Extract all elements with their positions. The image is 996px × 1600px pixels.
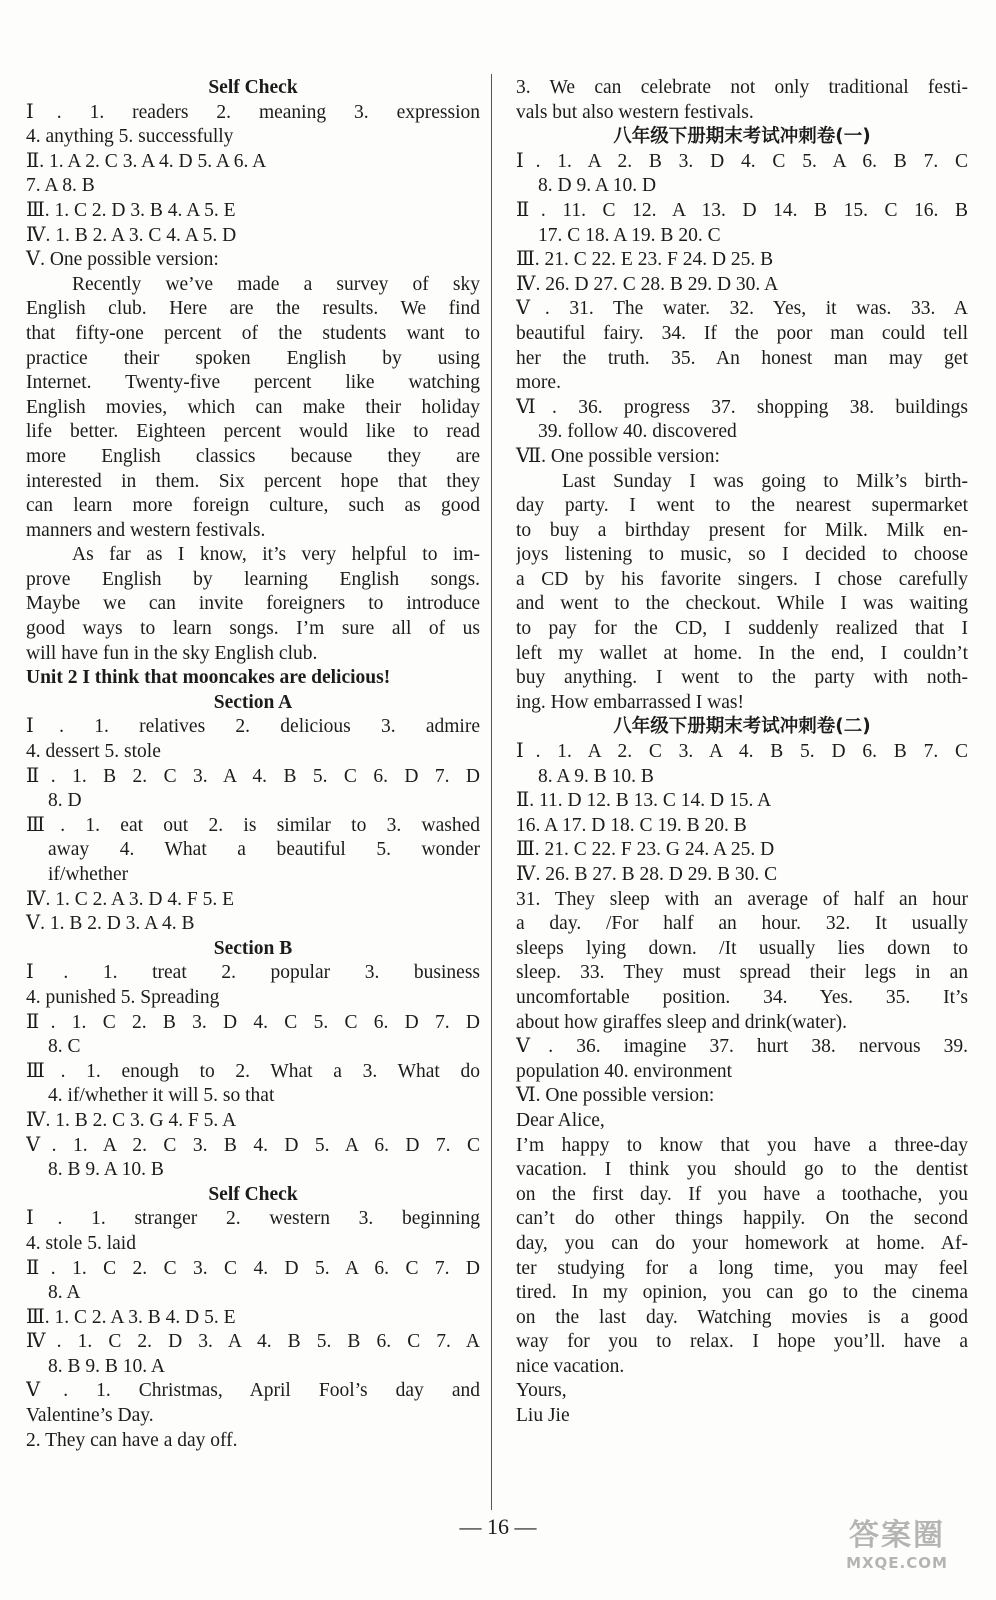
right-text-line: to pay for the CD, I suddenly realized that I [516,618,968,640]
left-text-line: Ⅴ. 1. A 2. C 3. B 4. D 5. A 6. D 7. C [26,1134,480,1156]
right-text-line: population 40. environment [516,1060,733,1082]
right-text-line: 31. They sleep with an average of half an hour [516,888,968,910]
right-text-line: 16. A 17. D 18. C 19. B 20. B [516,814,747,836]
left-text-line: 2. They can have a day off. [26,1429,238,1451]
left-text-line: Ⅳ. 1. B 2. A 3. C 4. A 5. D [26,224,237,246]
left-section-heading: Section B [213,937,293,959]
left-text-line: 4. stole 5. laid [26,1232,136,1254]
right-text-line: and went to the checkout. While I was waiting [516,593,968,615]
right-text-line: Ⅵ. 36. progress 37. shopping 38. buildings [516,396,968,418]
watermark-logo-text: 答案圈 [849,1518,945,1553]
right-text-line: on the last day. Watching movies is a good [516,1306,968,1328]
right-text-line: her the truth. 35. An honest man may get [516,347,968,369]
left-section-heading: Self Check [208,1183,298,1205]
right-text-line: uncomfortable position. 34. Yes. 35. It’s [516,986,968,1008]
left-text-line: can learn more foreign culture, such as good [26,495,480,517]
right-text-line: beautiful fairy. 34. If the poor man could tell [516,322,968,344]
column-divider [491,74,492,1510]
left-text-line: Ⅰ. 1. relatives 2. delicious 3. admire [26,716,480,738]
left-text-line: Maybe we can invite foreigners to introduce [26,593,480,615]
right-text-line: vacation. I think you should go to the dentist [516,1159,968,1181]
left-text-line: As far as I know, it’s very helpful to im- [72,544,480,566]
right-text-line: day party. I went to the nearest supermarket [516,495,968,517]
left-text-line: manners and western festivals. [26,519,266,541]
left-text-line: prove English by learning English songs. [26,568,480,590]
right-text-line: to buy a birthday present for Milk. Milk en- [516,519,968,541]
right-text-line: way for you to relax. I hope you’ll. have a [516,1331,968,1353]
left-text-line: Ⅱ. 1. B 2. C 3. A 4. B 5. C 6. D 7. D [26,765,480,787]
right-text-line: Yours, [516,1380,567,1402]
right-text-line: a CD by his favorite singers. I chose carefully [516,568,968,590]
left-column [26,76,480,1453]
left-text-line: English club. Here are the results. We find [26,298,480,320]
left-unit-title: Unit 2 I think that mooncakes are delicious! [26,667,391,689]
right-text-line: Ⅳ. 26. D 27. C 28. B 29. D 30. A [516,273,779,295]
left-text-line: that fifty-one percent of the students want to [26,322,480,344]
left-text-line: Ⅲ. 1. enough to 2. What a 3. What do [26,1060,480,1082]
right-text-line: Ⅴ. 36. imagine 37. hurt 38. nervous 39. [516,1036,968,1058]
left-text-line: English movies, which can make their holiday [26,396,480,418]
left-text-line: 4. if/whether it will 5. so that [48,1085,275,1107]
right-text-line: Ⅰ. 1. A 2. B 3. D 4. C 5. A 6. B 7. C [516,150,968,172]
left-text-line: Ⅰ. 1. readers 2. meaning 3. expression [26,101,480,123]
left-text-line: 4. punished 5. Spreading [26,986,220,1008]
left-text-line: Ⅴ. 1. Christmas, April Fool’s day and [26,1380,480,1402]
left-text-line: Internet. Twenty-five percent like watching [26,372,480,394]
watermark-logo [822,1518,972,1582]
left-section-heading: Self Check [208,77,298,98]
left-text-line: Recently we’ve made a survey of sky [72,273,480,295]
left-text-line: 7. A 8. B [26,175,95,197]
left-text-line: 8. B 9. A 10. B [48,1159,164,1181]
page-number: — 16 — [459,1514,537,1539]
right-exam-title: 八年级下册期末考试冲刺卷(一) [613,126,871,148]
left-text-line: interested in them. Six percent hope that they [26,470,480,492]
right-text-line: more. [516,372,561,394]
right-text-line: 8. D 9. A 10. D [538,175,657,197]
left-text-line: Ⅰ. 1. stranger 2. western 3. beginning [26,1208,480,1230]
left-text-line: 4. anything 5. successfully [26,126,234,148]
right-text-line: Ⅲ. 21. C 22. F 23. G 24. A 25. D [516,839,775,861]
right-text-line: nice vacation. [516,1355,625,1377]
right-text-line: Ⅳ. 26. B 27. B 28. D 29. B 30. C [516,864,778,885]
right-text-line: buy anything. I went to the party with noth- [516,667,968,689]
left-text-line: Ⅲ. 1. C 2. D 3. B 4. A 5. E [26,199,236,221]
right-text-line: 17. C 18. A 19. B 20. C [538,224,721,246]
left-text-line: Valentine’s Day. [26,1405,154,1427]
right-text-line: Ⅱ. 11. C 12. A 13. D 14. B 15. C 16. B [516,199,968,221]
left-text-line: more English classics because they are [26,445,480,467]
left-text-line: Ⅴ. 1. B 2. D 3. A 4. B [26,913,195,935]
right-text-line: joys listening to music, so I decided to choose [516,544,968,566]
right-text-line: Liu Jie [516,1405,570,1427]
left-text-line: Ⅳ. 1. C 2. D 3. A 4. B 5. B 6. C 7. A [26,1331,480,1353]
right-column [516,76,968,1429]
left-text-line: Ⅱ. 1. C 2. B 3. D 4. C 5. C 6. D 7. D [26,1011,480,1033]
left-text-line: 8. A [48,1282,81,1304]
right-exam-title: 八年级下册期末考试冲刺卷(二) [613,716,871,738]
right-text-line: about how giraffes sleep and drink(water). [516,1011,848,1033]
right-text-line: Ⅲ. 21. C 22. E 23. F 24. D 25. B [516,249,774,271]
left-text-line: life better. Eighteen percent would like to read [26,421,480,443]
right-text-line: Ⅱ. 11. D 12. B 13. C 14. D 15. A [516,790,772,812]
left-text-line: practice their spoken English by using [26,347,480,369]
left-text-line: away 4. What a beautiful 5. wonder [48,839,480,861]
left-text-line: Ⅰ. 1. treat 2. popular 3. business [26,962,480,984]
right-text-line: 39. follow 40. discovered [538,421,737,443]
left-text-line: Ⅲ. 1. C 2. A 3. B 4. D 5. E [26,1306,236,1328]
right-text-line: I’m happy to know that you have a three-day [516,1134,968,1156]
left-text-line: 8. D [48,790,82,812]
right-text-line: Ⅴ. 31. The water. 32. Yes, it was. 33. A [516,298,968,320]
right-text-line: 8. A 9. B 10. B [538,765,654,787]
right-text-line: day, you can do your homework at home. Af- [516,1232,968,1254]
right-text-line: tired. In my opinion, you can go to the cinema [516,1282,968,1304]
left-section-heading: Section A [213,691,293,713]
watermark-url: MXQE.COM [846,1554,948,1572]
left-text-line: 8. C [48,1036,81,1058]
left-text-line: Ⅴ. One possible version: [26,249,219,271]
left-text-line: Ⅱ. 1. C 2. C 3. C 4. D 5. A 6. C 7. D [26,1257,480,1279]
left-text-line: 8. B 9. B 10. A [48,1355,166,1377]
right-text-line: Ⅵ. One possible version: [516,1085,715,1107]
right-text-line: a day. /For half an hour. 32. It usually [516,913,968,935]
right-text-line: on the first day. If you have a toothache, you [516,1183,968,1205]
right-text-line: Ⅶ. One possible version: [516,445,720,467]
right-text-line: left my wallet at home. In the end, I couldn’t [516,642,968,664]
right-text-line: can’t do other things happily. On the second [516,1208,968,1230]
right-text-line: ter studying for a long time, you may feel [516,1257,968,1279]
right-text-line: Dear Alice, [516,1109,605,1131]
left-text-line: good ways to learn songs. I’m sure all of us [26,618,480,640]
left-text-line: Ⅲ. 1. eat out 2. is similar to 3. washed [26,814,480,836]
left-text-line: Ⅱ. 1. A 2. C 3. A 4. D 5. A 6. A [26,150,267,172]
left-text-line: 4. dessert 5. stole [26,741,161,763]
left-text-line: will have fun in the sky English club. [26,642,318,664]
right-text-line: Ⅰ. 1. A 2. C 3. A 4. B 5. D 6. B 7. C [516,741,968,763]
right-text-line: ing. How embarrassed I was! [516,691,744,713]
left-text-line: Ⅳ. 1. C 2. A 3. D 4. F 5. E [26,888,235,910]
right-text-line: vals but also western festivals. [516,101,754,123]
right-text-line: Last Sunday I was going to Milk’s birth- [562,470,968,492]
right-text-line: 3. We can celebrate not only traditional festi- [516,77,968,98]
left-text-line: Ⅳ. 1. B 2. C 3. G 4. F 5. A [26,1109,237,1131]
left-text-line: if/whether [48,864,129,885]
right-text-line: sleeps lying down. /It usually lies down to [516,937,968,959]
right-text-line: sleep. 33. They must spread their legs in an [516,962,968,984]
